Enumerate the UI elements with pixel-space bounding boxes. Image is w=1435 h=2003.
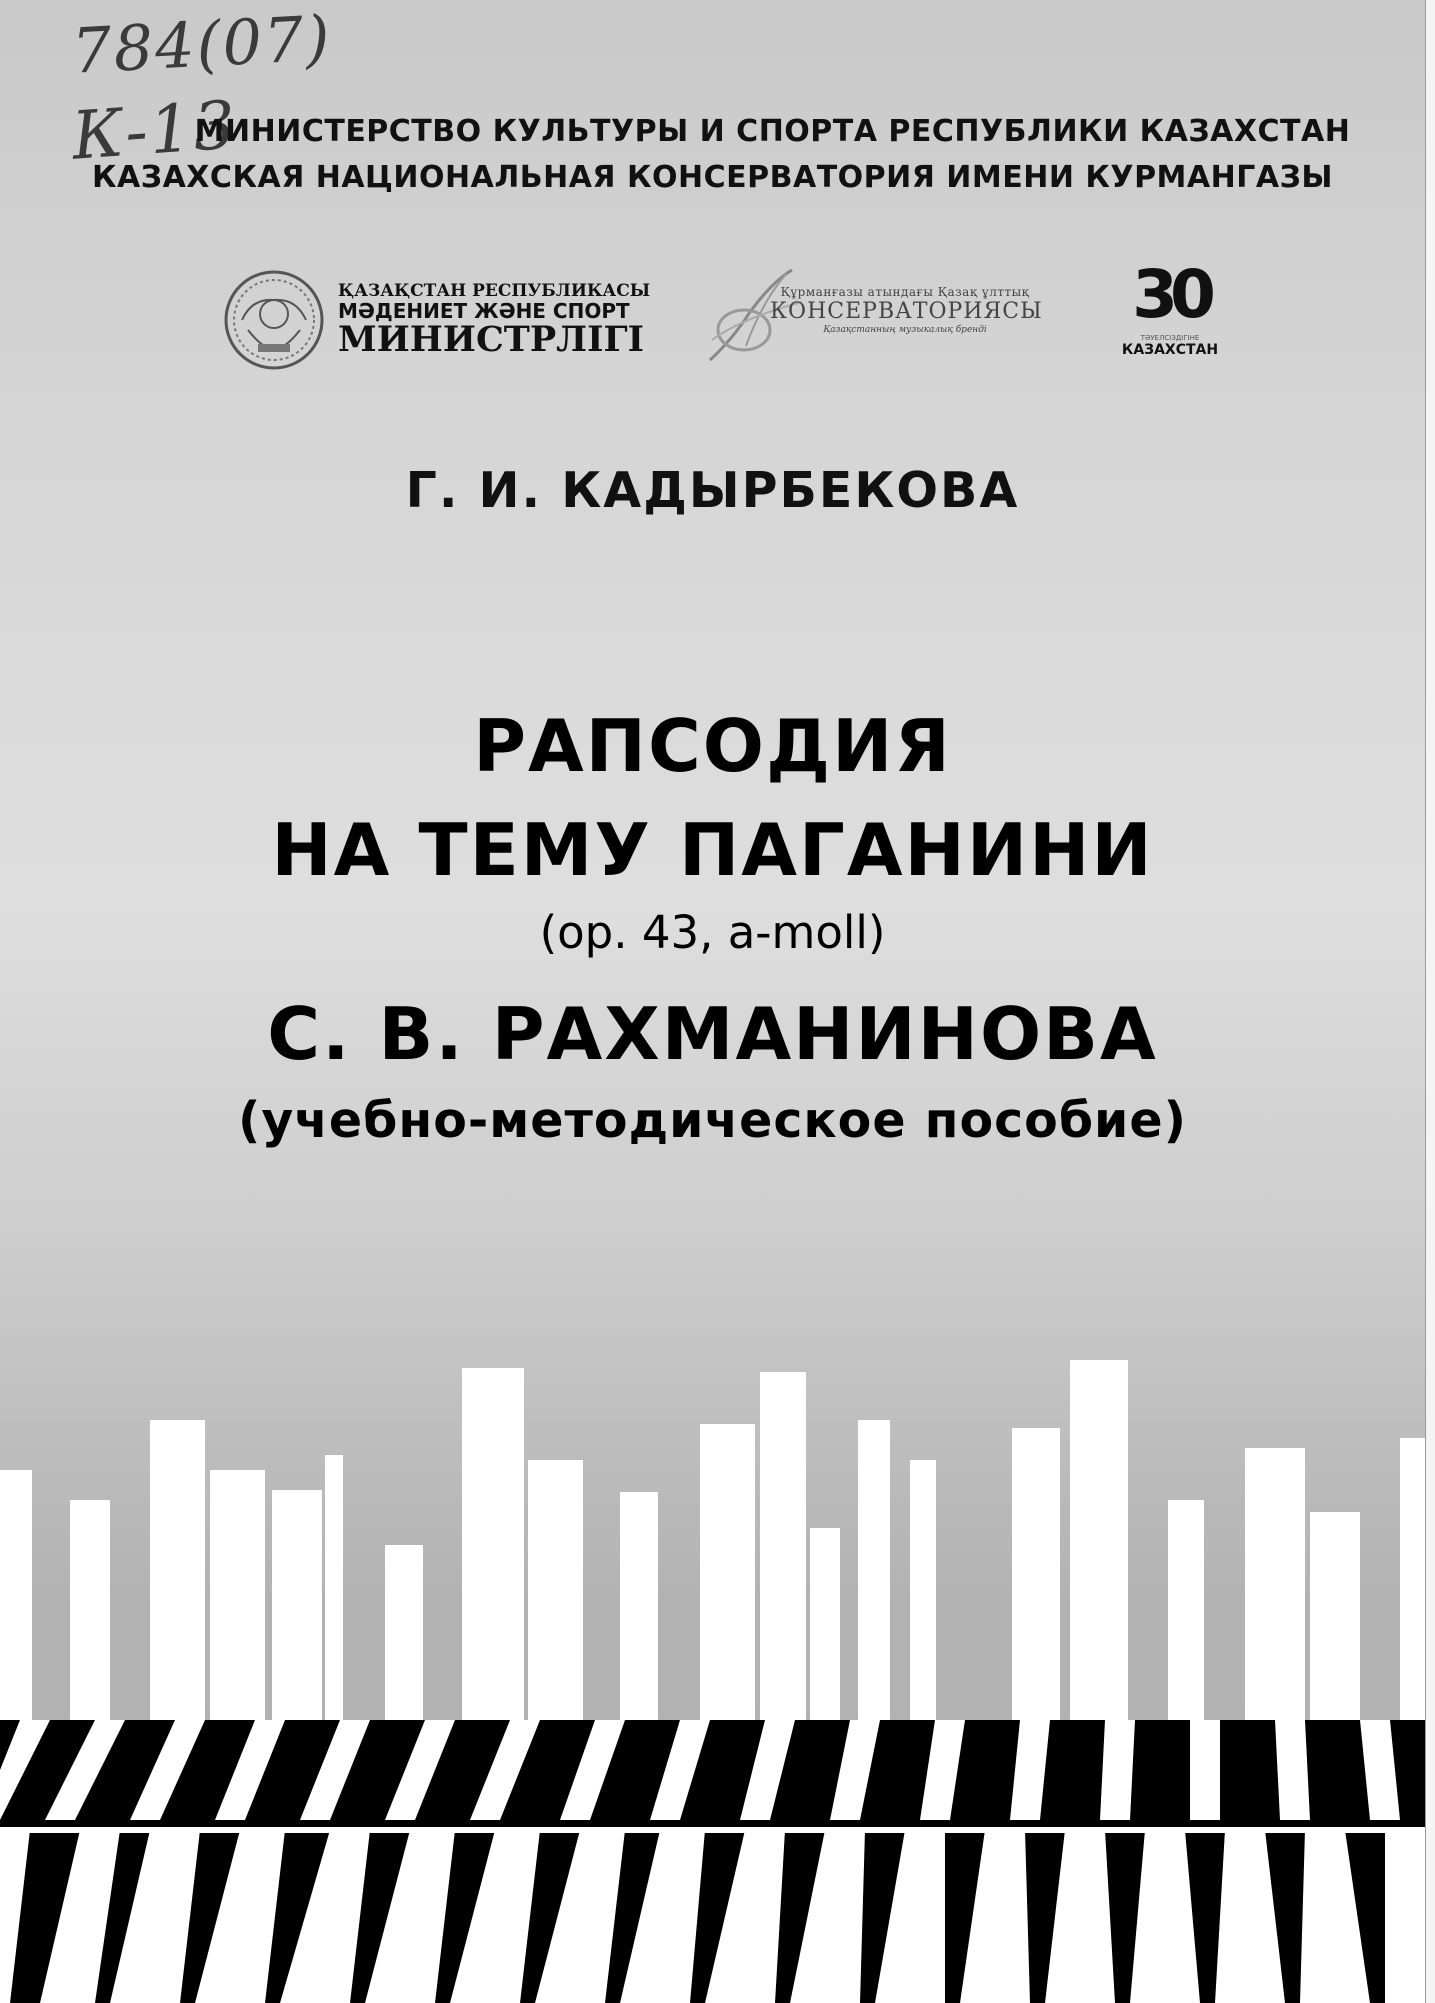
conservatory-logo bbox=[770, 285, 1043, 336]
anniversary-country: КАЗАХСТАН bbox=[1121, 342, 1219, 358]
conservatory-logo-line-1: Құрманғазы атындағы Қазақ ұлттық bbox=[780, 285, 1030, 299]
handwritten-author-mark: К-13 bbox=[69, 86, 240, 175]
title-composer: С. В. РАХМАНИНОВА bbox=[267, 992, 1158, 1076]
handwritten-classification: 784(07) bbox=[70, 1, 334, 88]
skyline-piano-illustration bbox=[0, 1360, 1425, 2003]
conservatory-logo-line-2: КОНСЕРВАТОРИЯСЫ bbox=[770, 299, 1043, 324]
conservatory-logo-line-3: Қазақстанның музыкалық бренді bbox=[823, 325, 987, 336]
anniversary-number: 30 bbox=[1132, 256, 1208, 333]
page-edge bbox=[1425, 0, 1435, 2003]
ministry-logo-line-2: МӘДЕНИЕТ ЖӘНЕ СПОРТ bbox=[338, 298, 630, 323]
ministry-logo bbox=[338, 281, 651, 360]
title-opus: (op. 43, a-moll) bbox=[539, 906, 886, 959]
title-line-2: НА ТЕМУ ПАГАНИНИ bbox=[271, 808, 1154, 892]
ministry-logo-line-3: МИНИСТРЛІГІ bbox=[338, 318, 645, 360]
title-line-1: РАПСОДИЯ bbox=[473, 704, 952, 788]
ministry-header: МИНИСТЕРСТВО КУЛЬТУРЫ И СПОРТА РЕСПУБЛИКИ КАЗАХСТАН bbox=[194, 114, 1351, 149]
conservatory-header: КАЗАХСКАЯ НАЦИОНАЛЬНАЯ КОНСЕРВАТОРИЯ ИМЕНИ КУРМАНГАЗЫ bbox=[92, 160, 1333, 195]
anniversary-caption: ТӘУЕЛСІЗДІГІНЕ bbox=[1140, 334, 1200, 342]
state-emblem-icon bbox=[222, 268, 326, 372]
author-name: Г. И. КАДЫРБЕКОВА bbox=[405, 462, 1020, 519]
ministry-logo-line-1: ҚАЗАҚСТАН РЕСПУБЛИКАСЫ bbox=[338, 281, 651, 301]
independence-30-logo bbox=[1115, 256, 1225, 382]
title-subtitle: (учебно-методическое пособие) bbox=[237, 1092, 1188, 1149]
piano-keyboard bbox=[0, 1720, 1425, 2003]
